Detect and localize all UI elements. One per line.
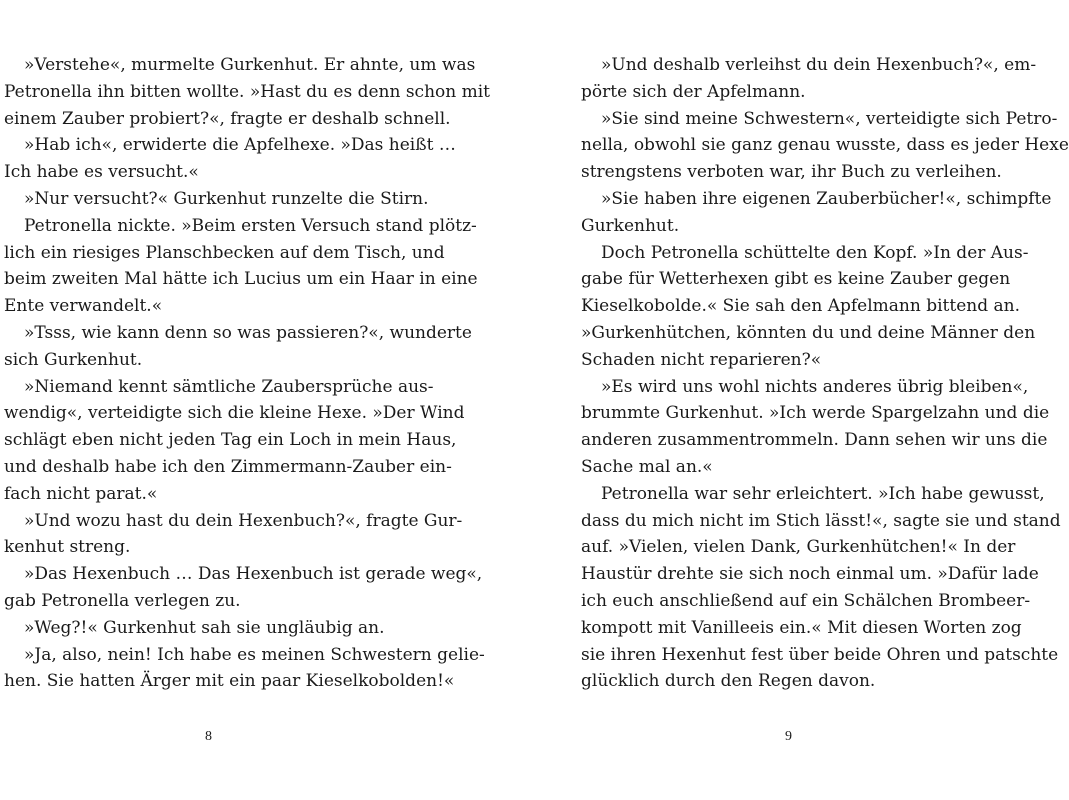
text-line: und deshalb habe ich den Zimmermann-Zauber ein-: [4, 456, 452, 477]
text-line: »Sie sind meine Schwestern«, verteidigte sich Petro-: [601, 108, 1058, 129]
right-page-text: [581, 52, 1069, 695]
text-line: beim zweiten Mal hätte ich Lucius um ein Haar in eine: [4, 269, 478, 290]
text-line: dass du mich nicht im Stich lässt!«, sagte sie und stand: [581, 510, 1061, 531]
text-line: Petronella nickte. »Beim ersten Versuch stand plötz-: [24, 215, 477, 236]
text-line: gabe für Wetterhexen gibt es keine Zauber gegen: [581, 269, 1011, 290]
text-line: nella, obwohl sie ganz genau wusste, dass es jeder Hexe: [581, 135, 1069, 156]
text-line: Ich habe es versucht.«: [4, 162, 199, 183]
text-line: sie ihren Hexenhut fest über beide Ohren und patschte: [581, 644, 1059, 665]
text-line: glücklich durch den Regen davon.: [581, 671, 876, 692]
text-line: Sache mal an.«: [581, 456, 713, 477]
text-line: »Gurkenhütchen, könnten du und deine Männer den: [581, 322, 1036, 343]
text-line: »Das Hexenbuch … Das Hexenbuch ist gerade weg«,: [24, 564, 483, 585]
text-line: gab Petronella verlegen zu.: [4, 590, 241, 611]
left-page-text: [4, 52, 491, 695]
text-line: Petronella ihn bitten wollte. »Hast du es denn schon mit: [4, 81, 491, 102]
text-line: ich euch anschließend auf ein Schälchen Brombeer-: [581, 590, 1031, 611]
text-line: »Und wozu hast du dein Hexenbuch?«, fragte Gur-: [24, 510, 463, 531]
text-line: Kieselkobolde.« Sie sah den Apfelmann bittend an.: [581, 296, 1020, 317]
text-line: Gurkenhut.: [581, 215, 680, 236]
page-number-right: 9: [785, 729, 792, 744]
text-line: Petronella war sehr erleichtert. »Ich habe gewusst,: [601, 483, 1045, 504]
text-line: kompott mit Vanilleeis ein.« Mit diesen Worten zog: [581, 617, 1022, 638]
text-line: »Weg?!« Gurkenhut sah sie ungläubig an.: [24, 617, 385, 638]
text-line: Schaden nicht reparieren?«: [581, 349, 822, 370]
text-line: auf. »Vielen, vielen Dank, Gurkenhütchen!« In der: [581, 537, 1016, 558]
text-line: brummte Gurkenhut. »Ich werde Spargelzahn und die: [581, 403, 1050, 424]
text-line: »Ja, also, nein! Ich habe es meinen Schwestern gelie-: [24, 644, 485, 665]
text-line: sich Gurkenhut.: [4, 349, 143, 370]
text-line: »Verstehe«, murmelte Gurkenhut. Er ahnte, um was: [24, 55, 476, 75]
text-line: »Sie haben ihre eigenen Zauberbücher!«, schimpfte: [601, 188, 1052, 209]
text-line: schlägt eben nicht jeden Tag ein Loch in mein Haus,: [4, 430, 457, 451]
text-line: »Nur versucht?« Gurkenhut runzelte die Stirn.: [24, 188, 429, 209]
text-line: kenhut streng.: [4, 537, 131, 558]
text-line: lich ein riesiges Planschbecken auf dem Tisch, und: [4, 242, 445, 263]
text-line: fach nicht parat.«: [4, 483, 158, 504]
text-line: pörte sich der Apfelmann.: [581, 81, 806, 102]
text-line: »Niemand kennt sämtliche Zaubersprüche aus-: [24, 376, 434, 397]
text-line: wendig«, verteidigte sich die kleine Hexe. »Der Wind: [4, 403, 465, 424]
text-line: einem Zauber probiert?«, fragte er deshalb schnell.: [4, 108, 451, 129]
text-line: hen. Sie hatten Ärger mit ein paar Kieselkobolden!«: [4, 671, 455, 692]
text-line: Ente verwandelt.«: [4, 296, 163, 317]
text-line: anderen zusammentrommeln. Dann sehen wir uns die: [581, 430, 1048, 451]
text-line: Haustür drehte sie sich noch einmal um. »Dafür lade: [581, 564, 1039, 585]
text-line: »Und deshalb verleihst du dein Hexenbuch?«, em-: [601, 55, 1037, 75]
text-line: »Es wird uns wohl nichts anderes übrig bleiben«,: [601, 376, 1029, 397]
text-line: »Tsss, wie kann denn so was passieren?«, wunderte: [24, 322, 472, 343]
page-number-left: 8: [205, 729, 212, 744]
text-line: strengstens verboten war, ihr Buch zu verleihen.: [581, 162, 1002, 183]
text-line: Doch Petronella schüttelte den Kopf. »In der Aus-: [601, 242, 1029, 263]
text-line: »Hab ich«, erwiderte die Apfelhexe. »Das heißt …: [24, 135, 456, 156]
